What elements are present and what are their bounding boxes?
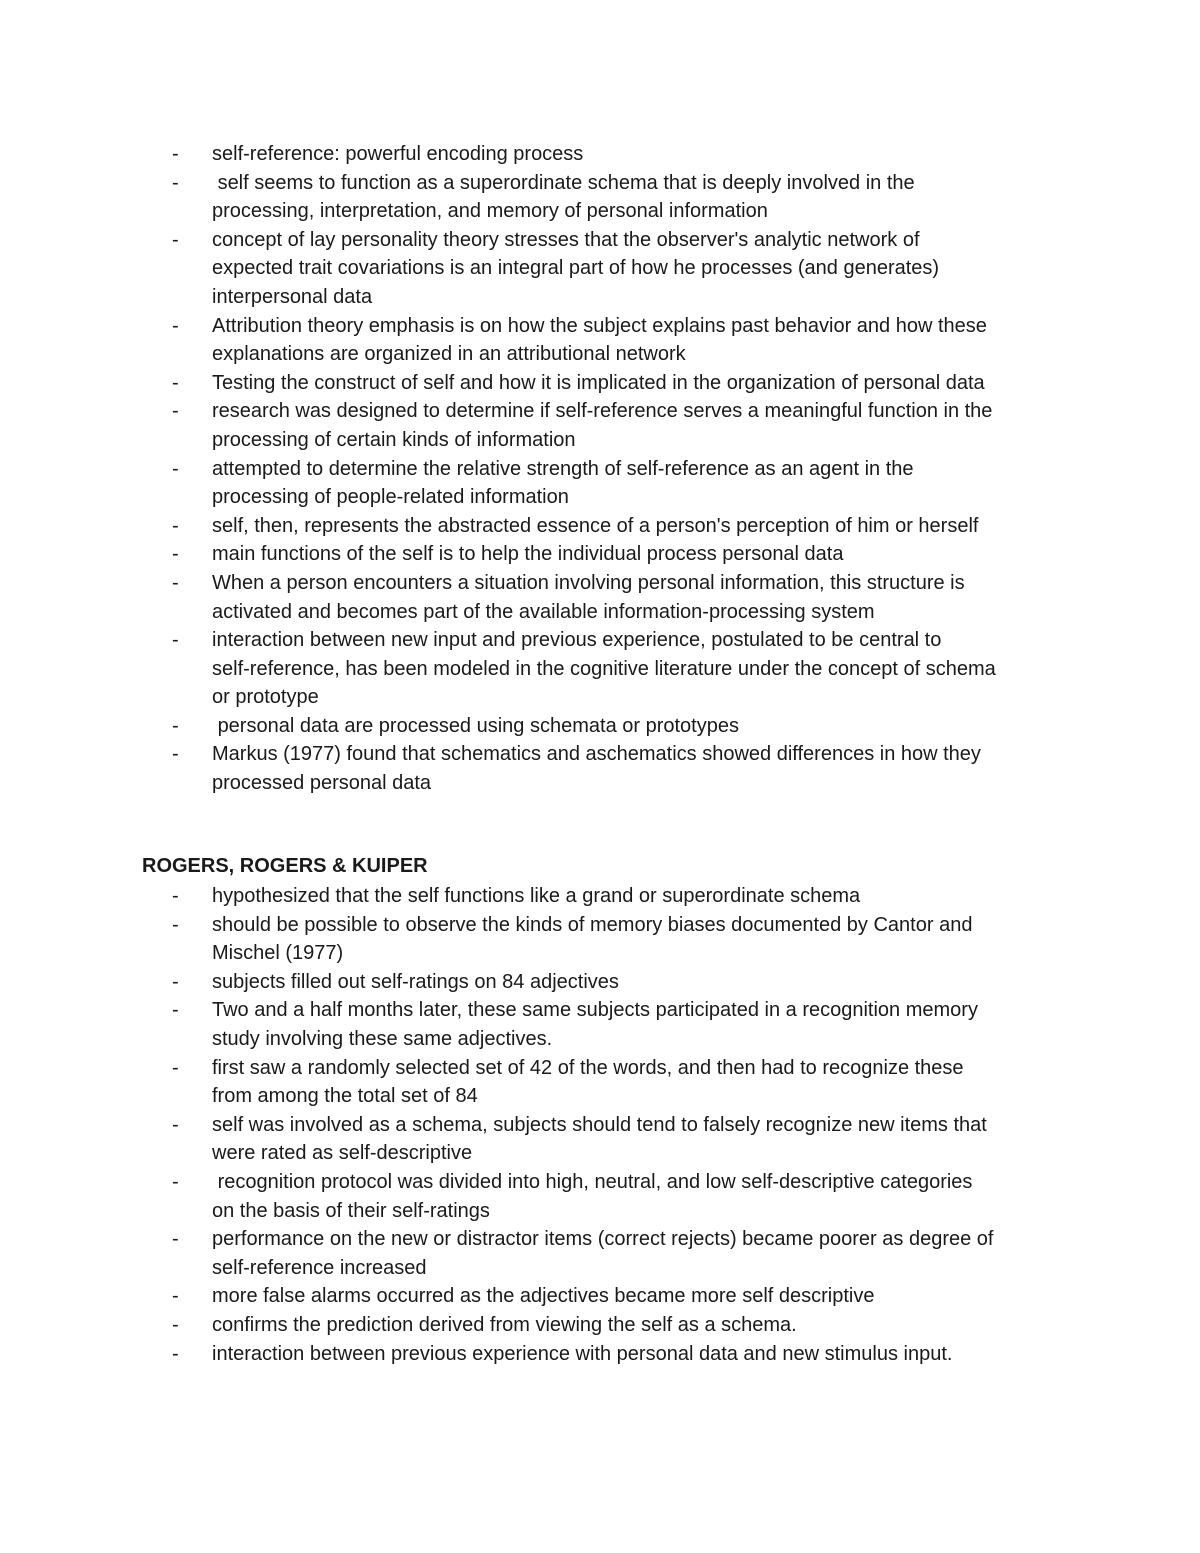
list-item-text: personal data are processed using schemata or prototypes bbox=[212, 714, 739, 737]
list-item-text: Two and a half months later, these same subjects participated in a recognition memory study involving these same adjectives. bbox=[212, 999, 978, 1050]
dash-bullet: - bbox=[172, 1285, 179, 1308]
dash-bullet: - bbox=[172, 371, 179, 394]
dash-bullet: - bbox=[172, 571, 179, 594]
list-item-text: attempted to determine the relative strength of self-reference as an agent in the processing of people-related information bbox=[212, 457, 914, 509]
list-item-text: Attribution theory emphasis is on how the subject explains past behavior and how these explanations are organized in an attributional network bbox=[212, 314, 987, 366]
list-item-text: recognition protocol was divided into high, neutral, and low self-descriptive categories on the basis of their self-ratings bbox=[212, 1170, 973, 1222]
dash-bullet: - bbox=[172, 1228, 179, 1251]
list-item-text: more false alarms occurred as the adjectives became more self descriptive bbox=[212, 1285, 875, 1308]
list-item bbox=[172, 712, 1072, 741]
list-item bbox=[172, 512, 1072, 541]
dash-bullet: - bbox=[172, 457, 179, 480]
dash-bullet: - bbox=[172, 999, 179, 1022]
dash-bullet: - bbox=[172, 629, 179, 652]
dash-bullet: - bbox=[172, 970, 179, 993]
dash-bullet: - bbox=[172, 714, 179, 737]
dash-bullet: - bbox=[172, 913, 179, 936]
list-item bbox=[172, 140, 1072, 169]
list-item-text: self was involved as a schema, subjects should tend to falsely recognize new items that were rated as self-descriptive bbox=[212, 1113, 987, 1165]
list-item-text: hypothesized that the self functions like a grand or superordinate schema bbox=[212, 885, 861, 907]
list-item bbox=[172, 1054, 1072, 1111]
list-item bbox=[172, 455, 1072, 512]
list-item bbox=[172, 226, 1072, 312]
dash-bullet: - bbox=[172, 1342, 179, 1365]
list-item bbox=[172, 882, 1072, 911]
list-item-text: subjects filled out self-ratings on 84 adjectives bbox=[212, 970, 619, 993]
list-item bbox=[172, 540, 1072, 569]
dash-bullet: - bbox=[172, 885, 179, 907]
list-item bbox=[172, 312, 1072, 369]
list-item-text: When a person encounters a situation involving personal information, this structure is activated and becomes part of the available information-processing system bbox=[212, 571, 965, 623]
list-item-text: self seems to function as a superordinate schema that is deeply involved in the processing, interpretation, and memory of personal information bbox=[212, 171, 915, 223]
list-item bbox=[172, 369, 1072, 398]
dash-bullet: - bbox=[172, 543, 179, 566]
bullet-list-rogers-rogers-kuiper bbox=[172, 882, 1072, 1368]
list-item bbox=[172, 1311, 1072, 1340]
list-item-text: Testing the construct of self and how it is implicated in the organization of personal data bbox=[212, 371, 985, 394]
list-item bbox=[172, 169, 1072, 226]
list-item-text: first saw a randomly selected set of 42 of the words, and then had to recognize these from among the total set of 84 bbox=[212, 1056, 964, 1108]
list-item-text: concept of lay personality theory stresses that the observer's analytic network of expected trait covariations is an integral part of how he processes (and generates) interpersonal data bbox=[212, 228, 940, 308]
section-heading: ROGERS, ROGERS & KUIPER bbox=[142, 855, 428, 877]
list-item bbox=[172, 569, 1072, 626]
dash-bullet: - bbox=[172, 171, 179, 194]
list-item bbox=[172, 740, 1072, 797]
list-item bbox=[172, 1168, 1072, 1225]
list-item bbox=[172, 996, 1072, 1053]
dash-bullet: - bbox=[172, 143, 179, 165]
dash-bullet: - bbox=[172, 514, 179, 537]
list-item-text: research was designed to determine if self-reference serves a meaningful function in the processing of certain kinds of information bbox=[212, 400, 993, 451]
dash-bullet: - bbox=[172, 1056, 179, 1079]
list-item bbox=[172, 626, 1072, 712]
list-item bbox=[172, 1282, 1072, 1311]
list-item-text: self-reference: powerful encoding process bbox=[212, 143, 584, 165]
list-item bbox=[172, 1340, 1072, 1369]
list-item-text: confirms the prediction derived from viewing the self as a schema. bbox=[212, 1313, 797, 1336]
list-item bbox=[172, 968, 1072, 997]
list-item-text: performance on the new or distractor items (correct rejects) became poorer as degree of self-reference increased bbox=[212, 1228, 994, 1279]
dash-bullet: - bbox=[172, 1313, 179, 1336]
list-item-text: interaction between new input and previous experience, postulated to be central to self-reference, has been modeled in the cognitive literature under the concept of schema or prototype bbox=[212, 629, 996, 709]
dash-bullet: - bbox=[172, 1113, 179, 1136]
list-item bbox=[172, 1225, 1072, 1282]
list-item-text: interaction between previous experience with personal data and new stimulus input. bbox=[212, 1342, 953, 1365]
dash-bullet: - bbox=[172, 400, 179, 423]
dash-bullet: - bbox=[172, 228, 179, 251]
dash-bullet: - bbox=[172, 743, 179, 766]
list-item-text: Markus (1977) found that schematics and aschematics showed differences in how they processed personal data bbox=[212, 743, 981, 795]
dash-bullet: - bbox=[172, 314, 179, 337]
list-item-text: self, then, represents the abstracted essence of a person's perception of him or herself bbox=[212, 514, 979, 537]
list-item bbox=[172, 1111, 1072, 1168]
list-item-text: main functions of the self is to help the individual process personal data bbox=[212, 543, 844, 566]
bullet-list-self-reference bbox=[172, 140, 1072, 798]
list-item-text: should be possible to observe the kinds of memory biases documented by Cantor and Mischel (1977) bbox=[212, 913, 973, 965]
list-item bbox=[172, 397, 1072, 454]
dash-bullet: - bbox=[172, 1170, 179, 1193]
list-item bbox=[172, 911, 1072, 968]
